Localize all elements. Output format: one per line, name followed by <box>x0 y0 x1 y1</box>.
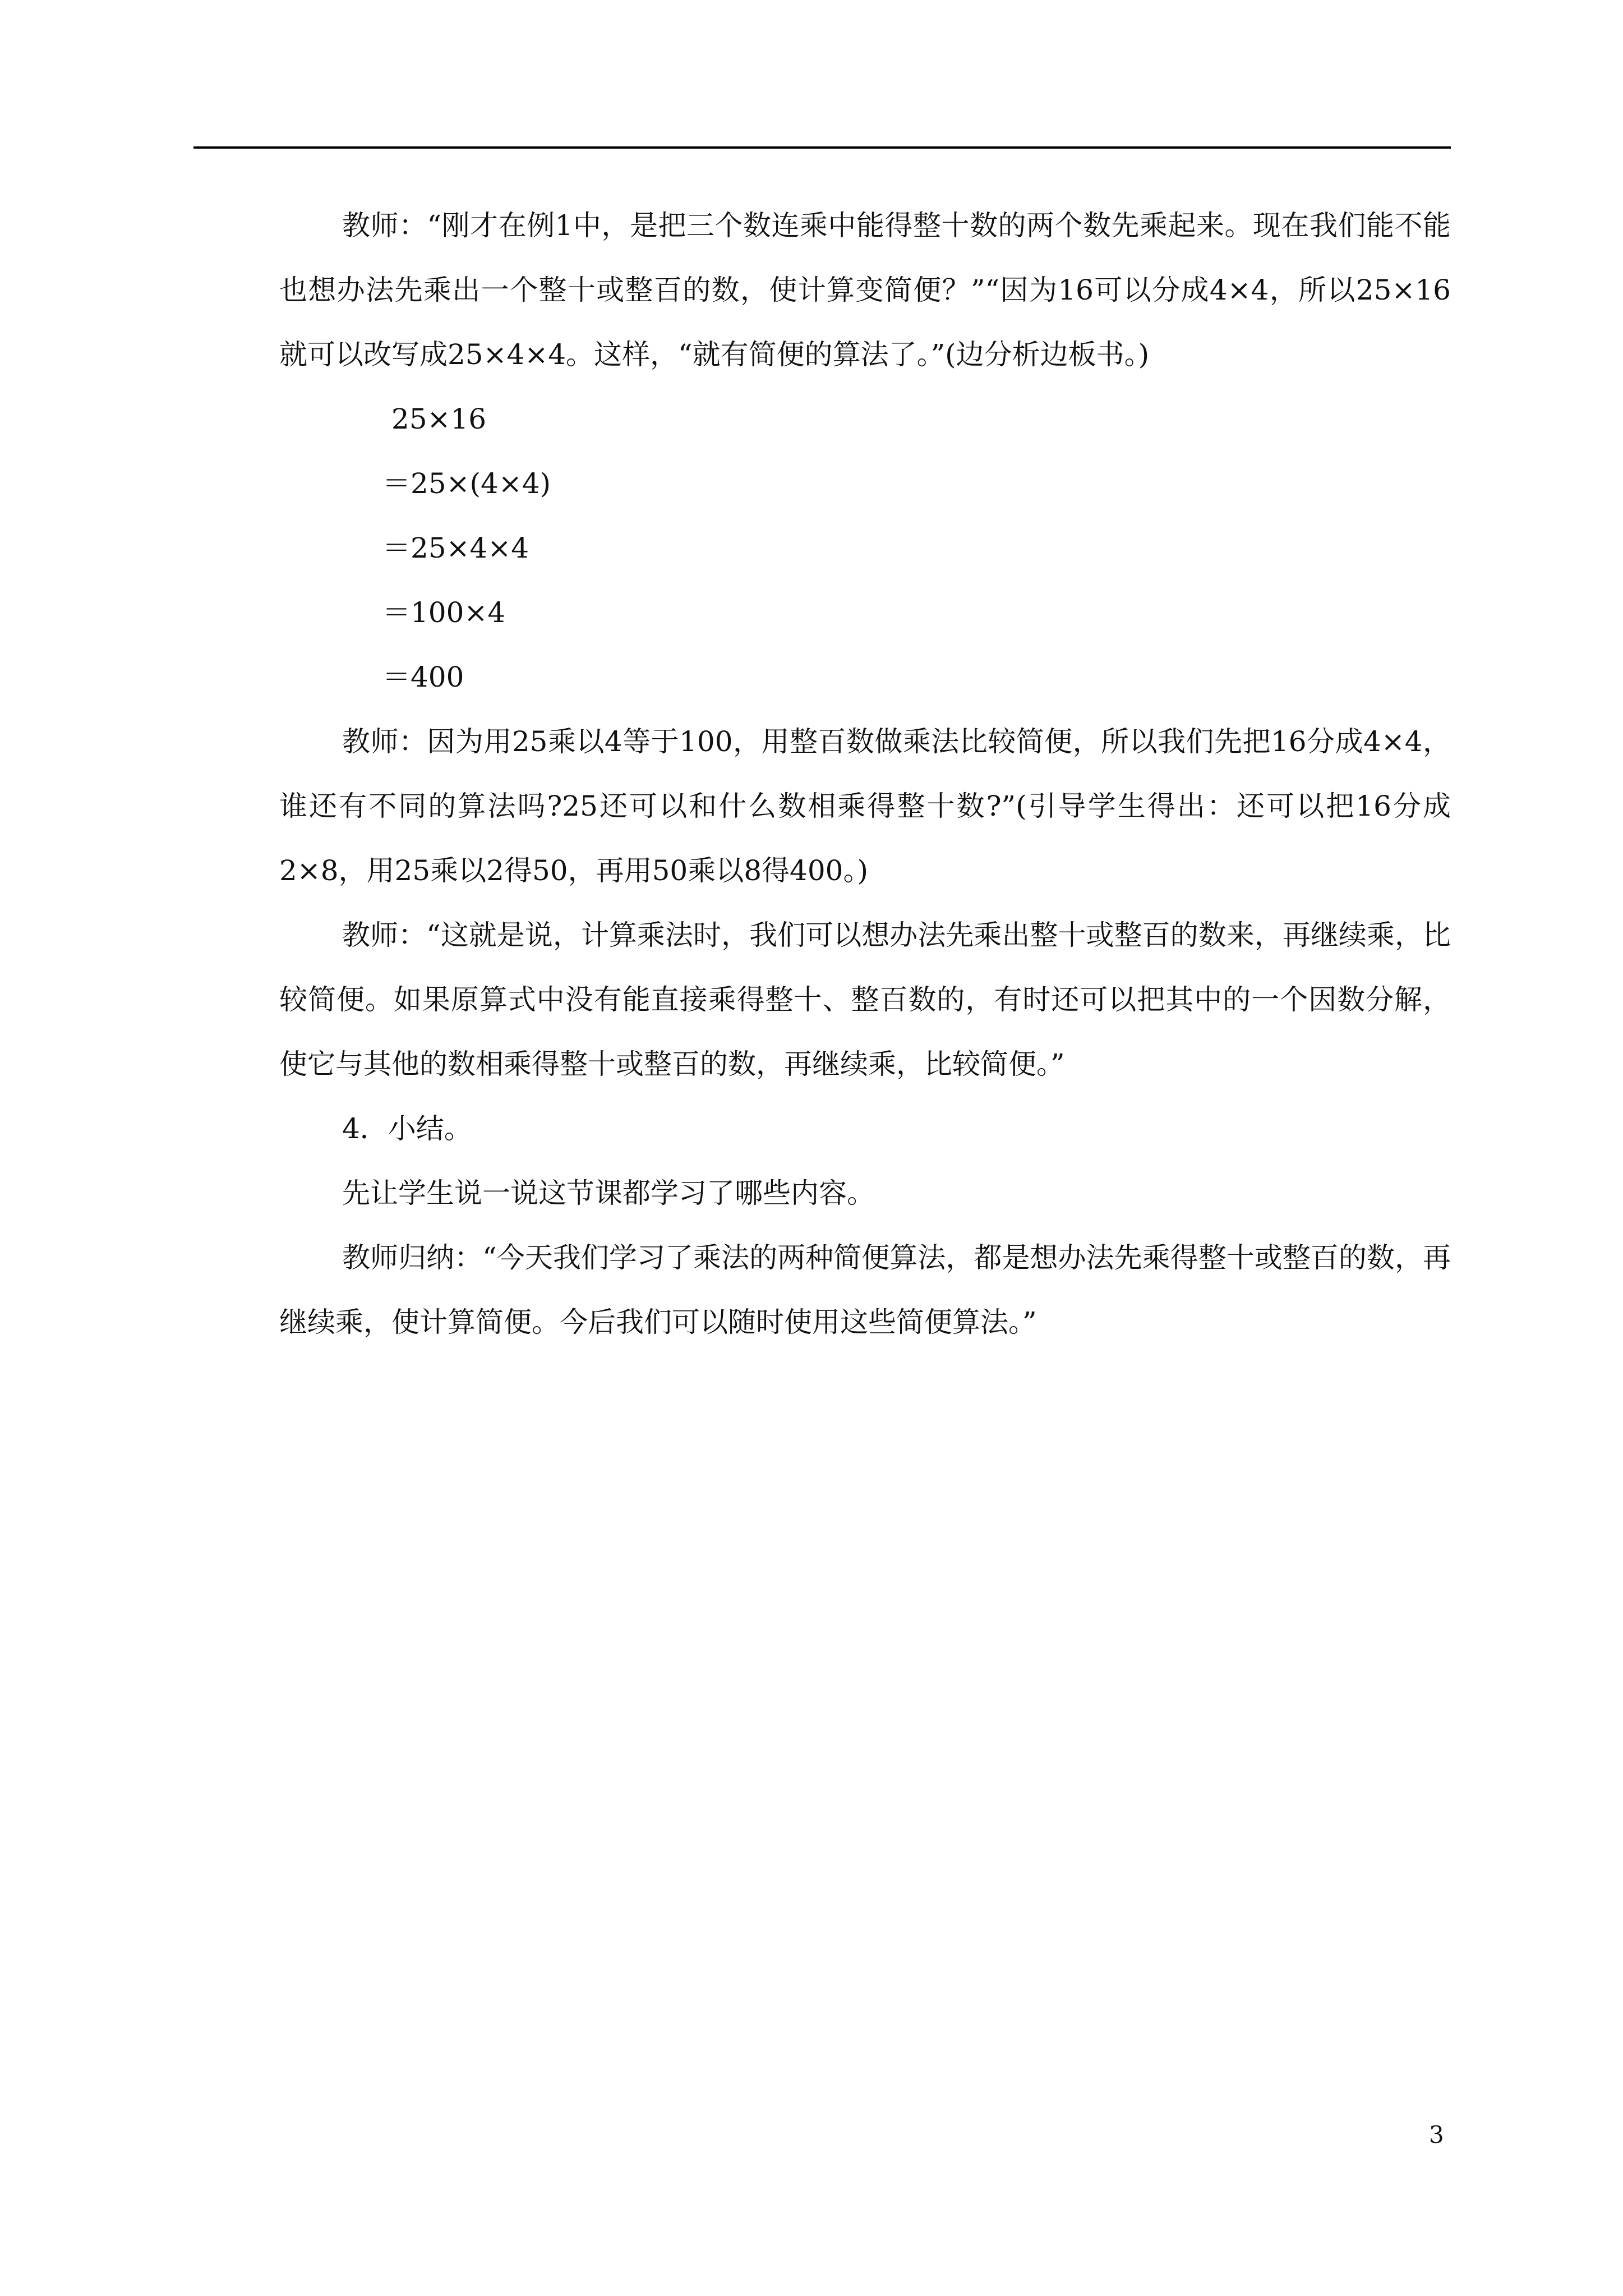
document-body <box>279 194 1451 1355</box>
paragraph-teacher-conclusion: 教师归纳：“今天我们学习了乘法的两种简便算法，都是想办法先乘得整十或整百的数，再继续乘，使计算简便。今后我们可以随时使用这些简便算法。” <box>279 1241 1451 1338</box>
section-heading-summary: 4．小结。 <box>342 1112 472 1145</box>
calc-step-4: ＝100×4 <box>382 596 506 629</box>
calculation-steps <box>382 387 1451 710</box>
calc-step-3: ＝25×4×4 <box>382 532 529 564</box>
page-number: 3 <box>1429 2121 1444 2148</box>
calc-step-1: 25×16 <box>382 403 487 435</box>
calc-step-2: ＝25×(4×4) <box>382 467 551 500</box>
paragraph-teacher-summary-rule: 教师：“这就是说，计算乘法时，我们可以想办法先乘出整十或整百的数来，再继续乘，比较简便。如果原算式中没有能直接乘得整十、整百数的，有时还可以把其中的一个因数分解，使它与其他的数相乘得整十或整百的数，再继续乘，比较简便。” <box>279 919 1451 1080</box>
paragraph-student-recap: 先让学生说一说这节课都学习了哪些内容。 <box>342 1177 875 1209</box>
paragraph-teacher-alternative: 教师：因为用25乘以4等于100，用整百数做乘法比较简便，所以我们先把16分成4×4，谁还有不同的算法吗?25还可以和什么数相乘得整十数?”(引导学生得出：还可以把16分成2×8，用25乘以2得50，再用50乘以8得400。) <box>279 725 1451 887</box>
calc-step-5: ＝400 <box>382 661 464 693</box>
paragraph-teacher-intro: 教师：“刚才在例1中，是把三个数连乘中能得整十数的两个数先乘起来。现在我们能不能也想办法先乘出一个整十或整百的数，使计算变简便？”“因为16可以分成4×4，所以25×16就可以改写成25×4×4。这样，“就有简便的算法了。”(边分析边板书。) <box>279 209 1451 371</box>
header-rule <box>193 146 1451 149</box>
